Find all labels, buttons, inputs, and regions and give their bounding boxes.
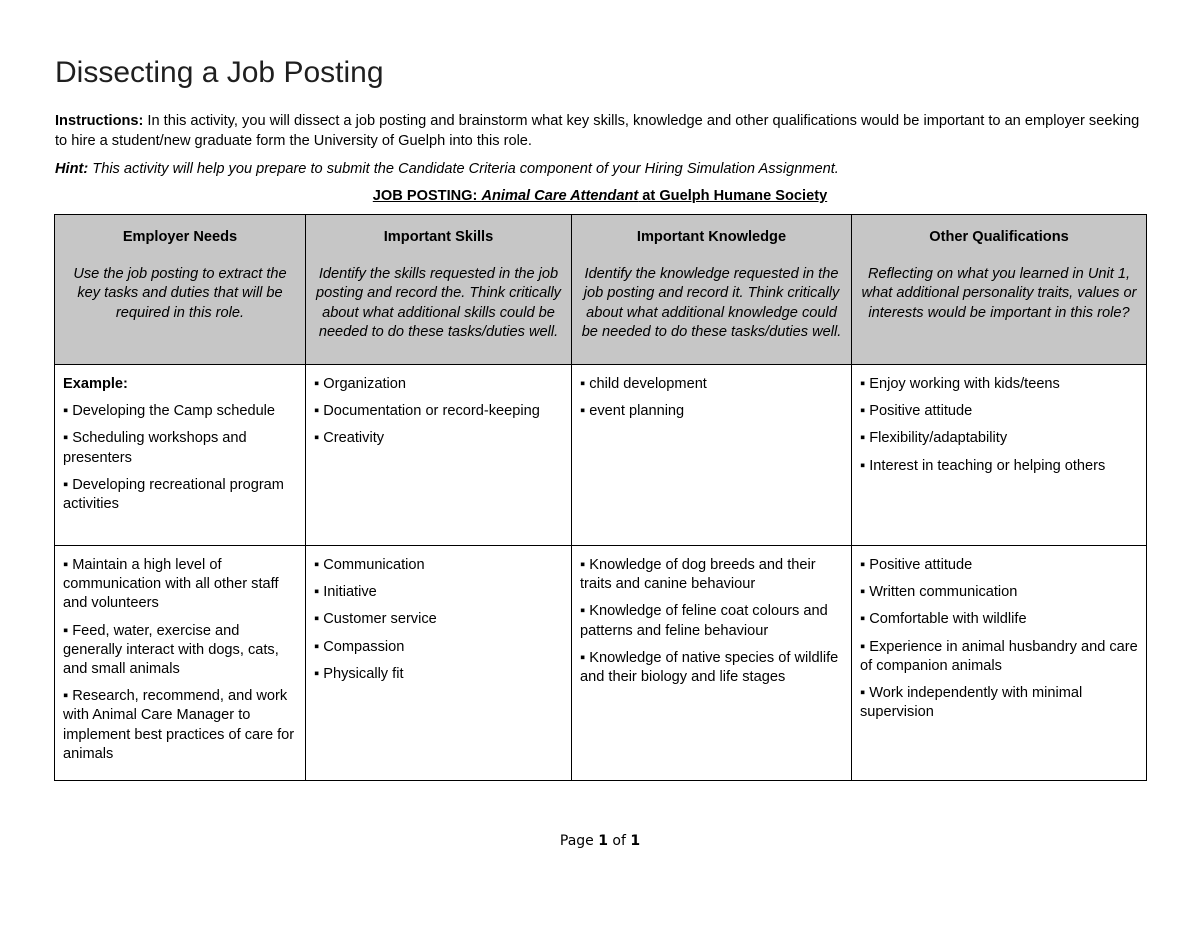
column-heading: Important Knowledge xyxy=(636,229,787,245)
page-title: Dissecting a Job Posting xyxy=(55,56,384,89)
posting-prefix: JOB POSTING: xyxy=(372,188,482,204)
list-item: ▪ Written communication xyxy=(860,584,1018,601)
job-posting-heading xyxy=(0,188,1200,204)
list-item: ▪ Flexibility/adaptability xyxy=(860,430,1008,447)
footer-current-page: 1 xyxy=(598,833,608,849)
footer-page-label: Page xyxy=(559,833,599,849)
hint xyxy=(55,160,1147,180)
list-item: ▪ Interest in teaching or helping others xyxy=(860,457,1106,474)
list-item: ▪ Positive attitude xyxy=(860,557,973,573)
other-cell xyxy=(852,546,1147,781)
footer-of-label: of xyxy=(607,833,631,849)
header-cell xyxy=(852,215,1147,365)
list-item: ▪ Maintain a high level of communication with all other staff and volunteers xyxy=(63,557,279,612)
column-heading: Important Skills xyxy=(383,229,494,245)
footer-total-pages: 1 xyxy=(630,833,641,849)
column-description: Identify the skills requested in the job posting and record the. Think critically about what additional skills could be needed to do these tasks/duties well. xyxy=(316,266,561,340)
column-description: Use the job posting to extract the key tasks and duties that will be required in this role. xyxy=(73,266,287,321)
example-needs-cell xyxy=(55,365,306,546)
list-item: ▪ child development xyxy=(580,376,707,392)
hint-text: This activity will help you prepare to submit the Candidate Criteria component of your Hiring Simulation Assignment. xyxy=(88,161,839,177)
list-item: ▪ Customer service xyxy=(314,611,437,628)
instructions xyxy=(55,112,1147,151)
list-item: ▪ Experience in animal husbandry and care of companion animals xyxy=(860,638,1138,674)
list-item: ▪ Physically fit xyxy=(314,665,404,682)
dissection-table xyxy=(54,214,1147,781)
skills-cell xyxy=(306,546,572,781)
instructions-label: Instructions: xyxy=(55,113,144,129)
column-description: Reflecting on what you learned in Unit 1, what additional personality traits, values or interests would be important in this role? xyxy=(861,266,1137,321)
example-skills-cell xyxy=(306,365,572,546)
list-item: ▪ Developing recreational program activities xyxy=(63,476,284,513)
list-item: ▪ Positive attitude xyxy=(860,403,973,420)
list-item: ▪ event planning xyxy=(580,403,685,420)
list-item: ▪ Work independently with minimal supervision xyxy=(860,685,1083,721)
example-row xyxy=(55,365,1147,546)
list-item: ▪ Feed, water, exercise and generally interact with dogs, cats, and small animals xyxy=(63,622,279,678)
list-item: ▪ Scheduling workshops and presenters xyxy=(63,430,247,466)
list-item: ▪ Knowledge of dog breeds and their traits and canine behaviour xyxy=(580,557,816,593)
hint-label: Hint: xyxy=(55,161,89,177)
example-label: Example: xyxy=(63,376,128,392)
header-cell xyxy=(306,215,572,365)
list-item: ▪ Communication xyxy=(314,557,425,573)
list-item: ▪ Comfortable with wildlife xyxy=(860,611,1027,628)
header-row xyxy=(55,215,1147,365)
list-item: ▪ Organization xyxy=(314,376,406,392)
posting-suffix: at Guelph Humane Society xyxy=(638,188,828,204)
list-item: ▪ Knowledge of native species of wildlife and their biology and life stages xyxy=(580,649,839,686)
list-item: ▪ Documentation or record-keeping xyxy=(314,403,540,420)
column-description: Identify the knowledge requested in the job posting and record it. Think critically about what additional knowledge could be needed to do these tasks/duties well. xyxy=(581,266,842,340)
needs-cell xyxy=(55,546,306,781)
list-item: ▪ Compassion xyxy=(314,638,405,655)
header-cell xyxy=(572,215,852,365)
page-footer xyxy=(0,833,1200,849)
list-item: ▪ Creativity xyxy=(314,430,385,447)
list-item: ▪ Knowledge of feline coat colours and patterns and feline behaviour xyxy=(580,603,828,639)
list-item: ▪ Initiative xyxy=(314,584,377,601)
example-other-cell xyxy=(852,365,1147,546)
list-item: ▪ Enjoy working with kids/teens xyxy=(860,376,1060,392)
list-item: ▪ Developing the Camp schedule xyxy=(63,403,276,420)
example-knowledge-cell xyxy=(572,365,852,546)
list-item: ▪ Research, recommend, and work with Animal Care Manager to implement best practices of care for animals xyxy=(63,688,295,762)
column-heading: Other Qualifications xyxy=(929,229,1069,245)
knowledge-cell xyxy=(572,546,852,781)
answer-row xyxy=(55,546,1147,781)
column-heading: Employer Needs xyxy=(122,229,238,245)
instructions-text: In this activity, you will dissect a job posting and brainstorm what key skills, knowledge and other qualifications would be important to an employer seeking to hire a student/new graduate form the University of Guelph into this role. xyxy=(55,113,1140,149)
header-cell xyxy=(55,215,306,365)
posting-role: Animal Care Attendant xyxy=(481,188,639,204)
